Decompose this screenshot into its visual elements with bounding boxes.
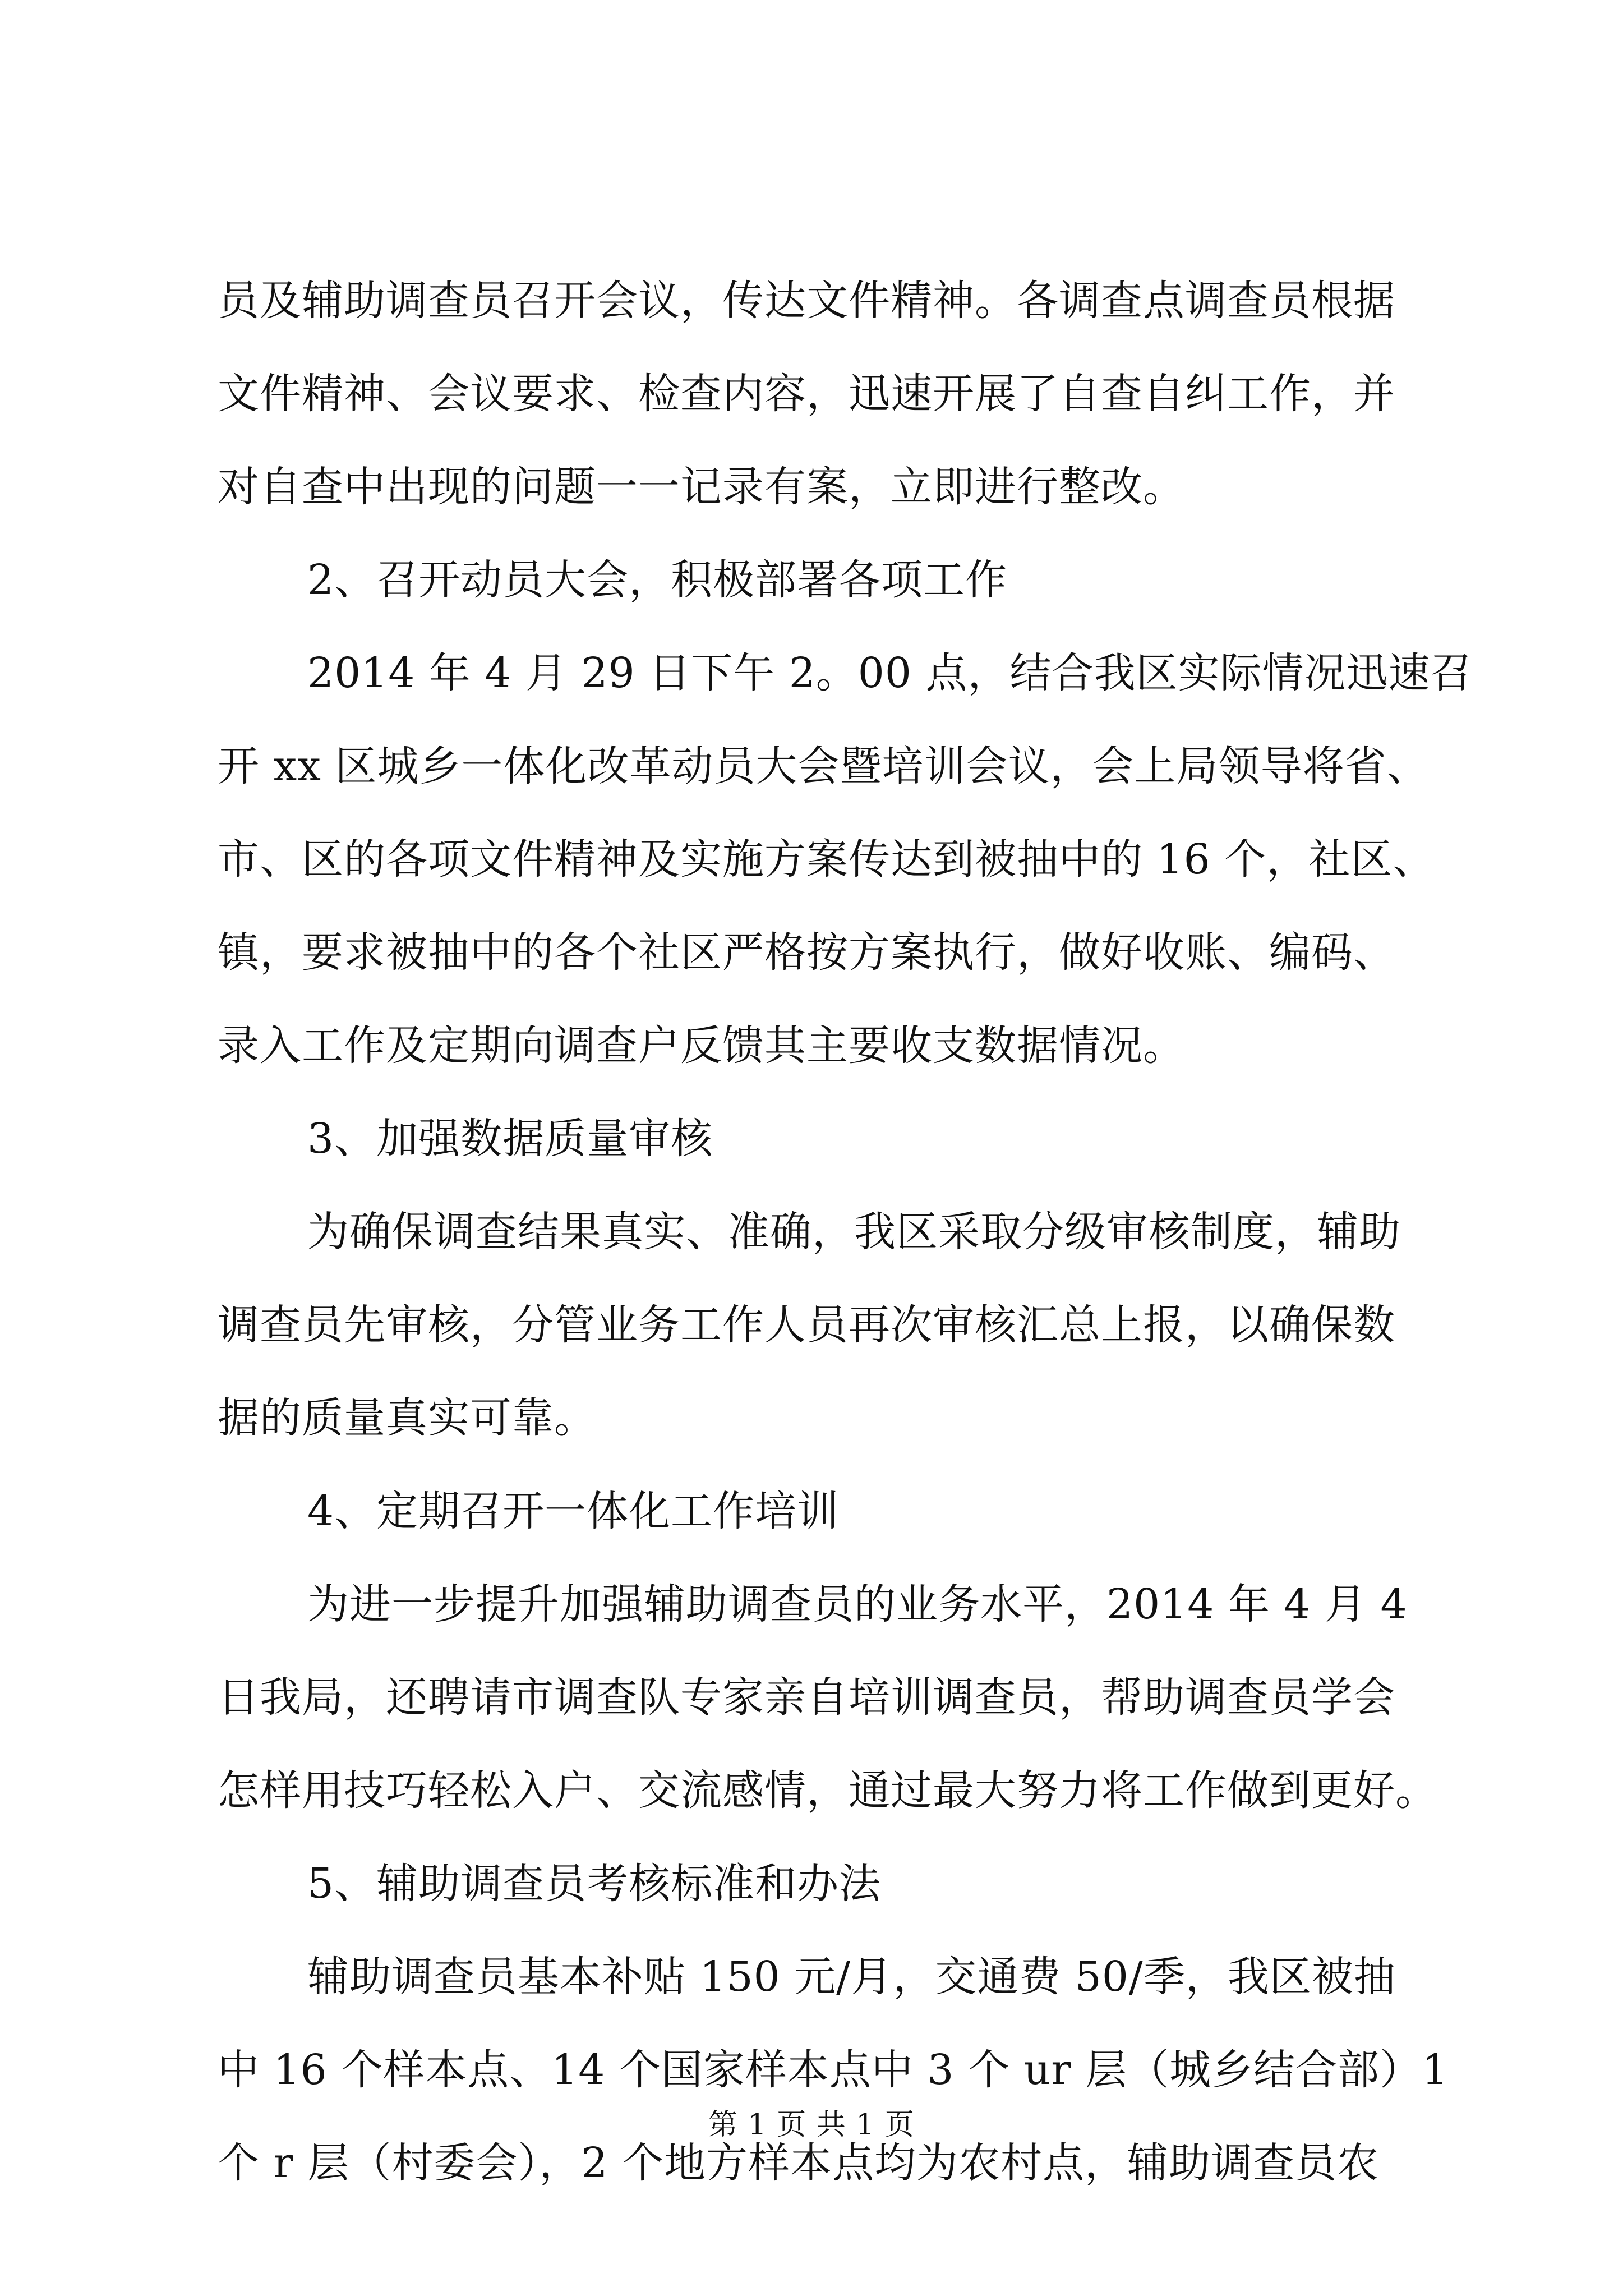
text-line: 录入工作及定期向调查户反馈其主要收支数据情况。	[218, 1022, 1185, 1070]
section-heading: 4、定期召开一体化工作培训	[307, 1487, 840, 1535]
text-line: 辅助调查员基本补贴 150 元/月，交通费 50/季，我区被抽	[307, 1953, 1396, 2001]
section-heading: 2、召开动员大会，积极部署各项工作	[307, 556, 1008, 604]
text-line: 员及辅助调查员召开会议，传达文件精神。各调查点调查员根据	[218, 277, 1395, 325]
text-line: 为确保调查结果真实、准确，我区采取分级审核制度，辅助	[307, 1208, 1401, 1256]
text-line: 镇，要求被抽中的各个社区严格按方案执行，做好收账、编码、	[218, 928, 1395, 977]
text-line: 怎样用技巧轻松入户、交流感情，通过最大努力将工作做到更好。	[218, 1766, 1437, 1815]
text-line: 日我局，还聘请市调查队专家亲自培训调查员，帮助调查员学会	[218, 1673, 1395, 1722]
section-heading: 5、辅助调查员考核标准和办法	[307, 1860, 882, 1908]
text-line: 调查员先审核，分管业务工作人员再次审核汇总上报，以确保数	[218, 1301, 1395, 1349]
text-line: 个 r 层（村委会），2 个地方样本点均为农村点，辅助调查员农	[218, 2139, 1380, 2187]
text-line: 中 16 个样本点、14 个国家样本点中 3 个 ur 层（城乡结合部）1	[218, 2046, 1449, 2094]
section-heading: 3、加强数据质量审核	[307, 1115, 713, 1163]
text-line: 据的质量真实可靠。	[218, 1394, 596, 1442]
page-footer	[0, 2108, 1623, 2142]
document-body	[218, 277, 1473, 2235]
page-number-label: 第 1 页 共 1 页	[708, 2108, 915, 2142]
text-line: 2014 年 4 月 29 日下午 2。00 点，结合我区实际情况迅速召	[307, 649, 1473, 697]
text-line: 文件精神、会议要求、检查内容，迅速开展了自查自纠工作，并	[218, 370, 1395, 418]
text-line: 开 xx 区城乡一体化改革动员大会暨培训会议，会上局领导将省、	[218, 742, 1429, 790]
text-line: 市、区的各项文件精神及实施方案传达到被抽中的 16 个，社区、	[218, 835, 1435, 884]
text-line: 对自查中出现的问题一一记录有案，立即进行整改。	[218, 463, 1185, 511]
text-line: 为进一步提升加强辅助调查员的业务水平，2014 年 4 月 4	[307, 1580, 1408, 1628]
